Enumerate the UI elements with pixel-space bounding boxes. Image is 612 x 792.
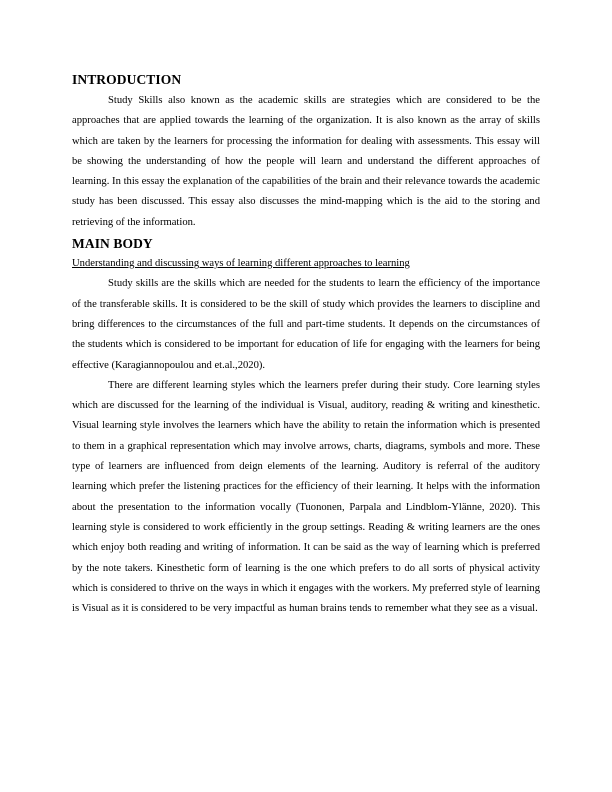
introduction-heading: INTRODUCTION <box>72 72 182 87</box>
body-paragraph-study-skills: Study skills are the skills which are needed for the students to learn the efficiency of the importance of the transferable skills. It is considered to be the skill of study which provides the learners to discipline and bring differences to the circumstances of the full and part-time students. It depends on the circumstances of the students which is considered to be important for education of life for engaging with the learners for being effective (Karagiannopoulou and et.al.,2020). <box>72 278 540 371</box>
body-paragraph-learning-styles: There are different learning styles which the learners prefer during their study. Core learning styles which are discussed for the learning of the individual is Visual, auditory, reading & writing and kinesthetic. Visual learning style involves the learners which have the ability to retain the information which is presented to them in a graphical representation which may involve arrows, charts, diagrams, symbols and more. These type of learners are influenced from deign elements of the learning. Auditory is referral of the auditory learning which prefer the listening practices for the efficiency of their learning. It helps with the information about the presentation to the information vocally (Tuononen, Parpala and Lindblom-Ylänne, 2020). This learning style is considered to work efficiently in the group settings. Reading & writing learners are the ones which enjoy both reading and writing of information. It can be said as the way of learning which is preferred by the note takers. Kinesthetic form of learning is the one which prefers to do all sorts of physical activity which is considered to thrive on the ways in which it engages with the workers. My preferred style of learning is Visual as it is considered to be very impactful as human brains tends to remember what they see as a visual. <box>72 379 540 615</box>
main-body-heading: MAIN BODY <box>72 236 153 252</box>
document-page <box>72 70 540 619</box>
introduction-paragraph: Study Skills also known as the academic skills are strategies which are considered to be the approaches that are applied towards the learning of the organization. It is also known as the array of skills which are taken by the learners for processing the information for dealing with assessments. This essay will be showing the understanding of how the people will learn and understand the different approaches of learning. In this essay the explanation of the capabilities of the brain and their relevance towards the academic study has been discussed. This essay also discusses the mind-mapping which is the aid to the storing and retrieving of the information. <box>72 95 540 228</box>
section-subheading: Understanding and discussing ways of learning different approaches to learning <box>72 258 410 270</box>
